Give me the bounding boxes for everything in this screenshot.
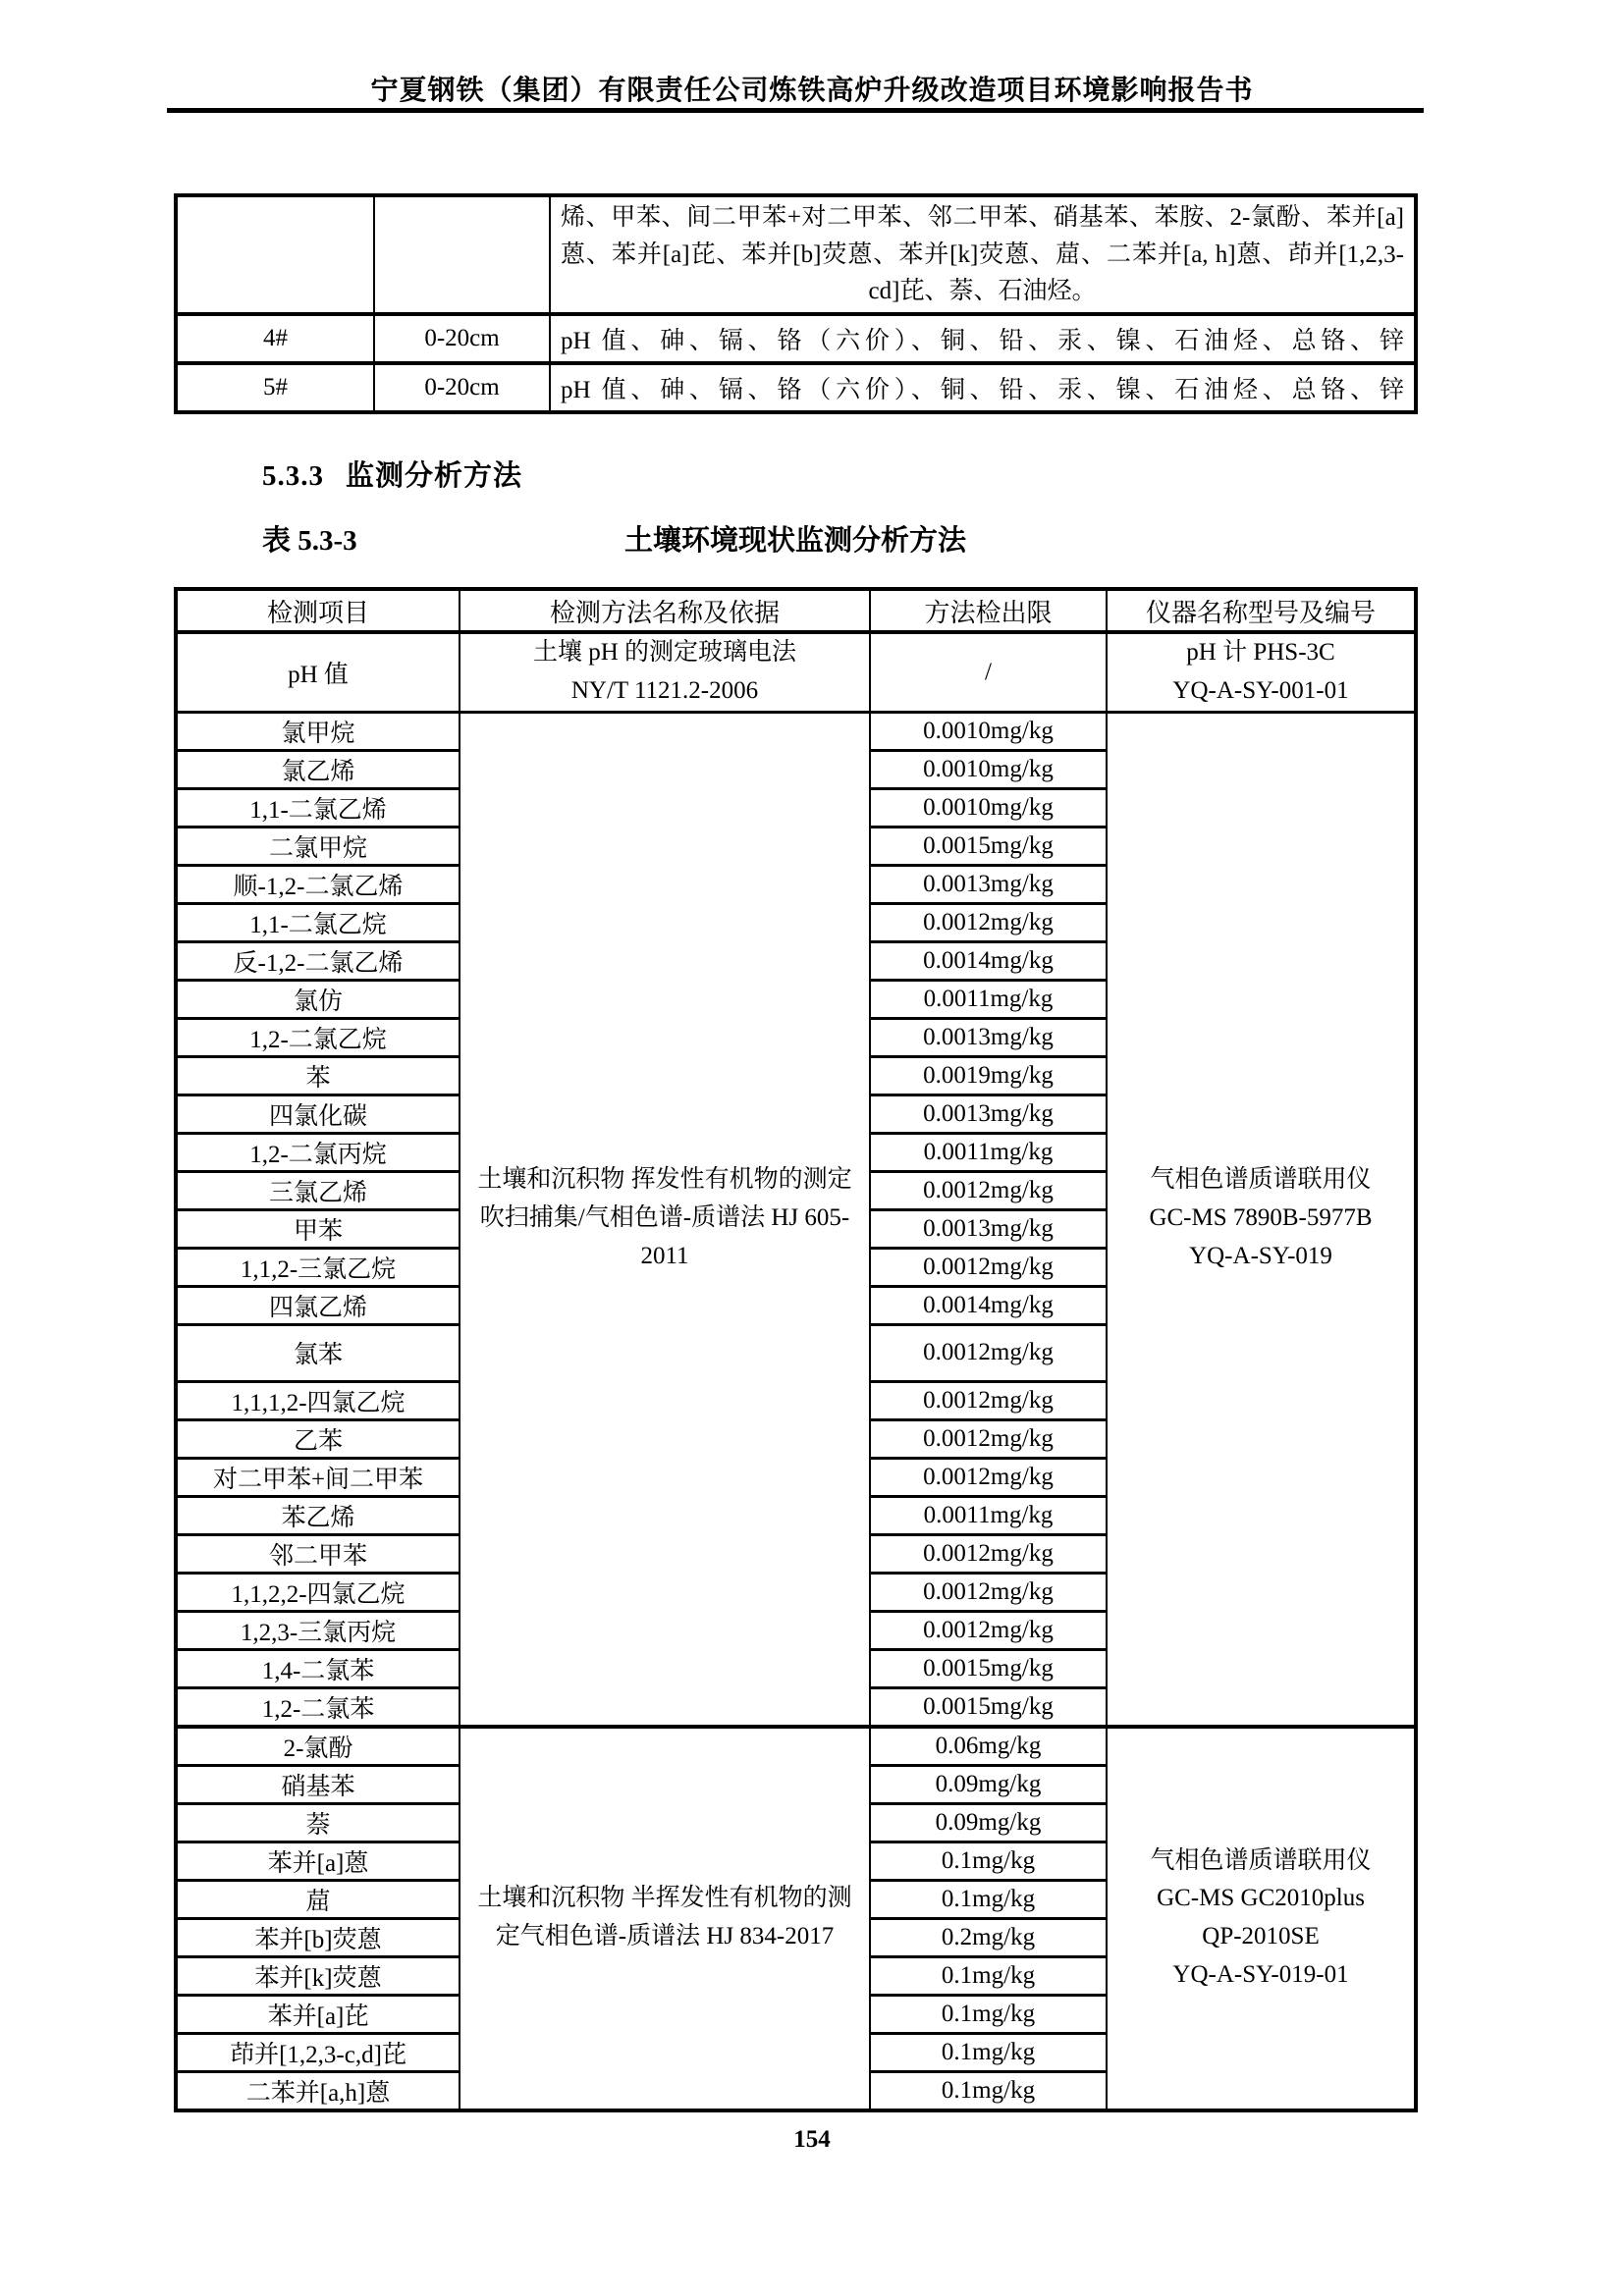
table-caption-label: 表 5.3-3: [262, 525, 357, 557]
limit-cell: 0.1mg/kg: [870, 1995, 1107, 2033]
text-line: 气相色谱质谱联用仪: [1150, 1846, 1372, 1874]
analyte-cell: 氯甲烷: [176, 712, 460, 750]
text-line: 气相色谱质谱联用仪: [1150, 1166, 1372, 1194]
cell: pH 值、砷、镉、铬（六价）、铜、铅、汞、镍、石油烃、总铬、锌: [550, 314, 1416, 363]
instrument-cell: [1107, 632, 1416, 712]
analyte-cell: 顺-1,2-二氯乙烯: [176, 865, 460, 903]
limit-cell: 0.0011mg/kg: [870, 1133, 1107, 1171]
analyte-cell: 1,1,1,2-四氯乙烷: [176, 1381, 460, 1419]
analyte-cell: 邻二甲苯: [176, 1534, 460, 1573]
limit-cell: 0.1mg/kg: [870, 1956, 1107, 1995]
limit-cell: 0.06mg/kg: [870, 1727, 1107, 1766]
analyte-cell: 四氯化碳: [176, 1095, 460, 1133]
limit-cell: 0.0015mg/kg: [870, 827, 1107, 865]
analyte-cell: 二苯并[a,h]蒽: [176, 2071, 460, 2110]
limit-cell: 0.0010mg/kg: [870, 750, 1107, 788]
limit-cell: 0.0012mg/kg: [870, 1171, 1107, 1209]
analyte-cell: 䓛: [176, 1880, 460, 1918]
limit-cell: 0.0010mg/kg: [870, 712, 1107, 750]
limit-cell: 0.1mg/kg: [870, 2033, 1107, 2071]
limit-cell: 0.0014mg/kg: [870, 1286, 1107, 1324]
cell: 0-20cm: [374, 314, 550, 363]
limit-cell: 0.09mg/kg: [870, 1803, 1107, 1842]
cell: pH 值、砷、镉、铬（六价）、铜、铅、汞、镍、石油烃、总铬、锌: [550, 363, 1416, 412]
section-heading: [262, 454, 522, 494]
table-row: [176, 195, 1416, 314]
analyte-cell: 四氯乙烯: [176, 1286, 460, 1324]
analyte-cell: 氯仿: [176, 980, 460, 1018]
limit-cell: 0.0013mg/kg: [870, 865, 1107, 903]
instrument-cell: [1107, 712, 1416, 1727]
method-cell: 土壤和沉积物 挥发性有机物的测定吹扫捕集/气相色谱-质谱法 HJ 605-2011: [460, 712, 870, 1727]
limit-cell: 0.2mg/kg: [870, 1918, 1107, 1956]
section-title: 监测分析方法: [346, 460, 523, 492]
analyte-cell: 二氯甲烷: [176, 827, 460, 865]
limit-cell: 0.0013mg/kg: [870, 1209, 1107, 1248]
cell: 4#: [176, 314, 374, 363]
limit-cell: 0.0010mg/kg: [870, 788, 1107, 827]
analyte-cell: 苯并[b]荧蒽: [176, 1918, 460, 1956]
text-line: NY/T 1121.2-2006: [570, 676, 759, 704]
method-cell: 土壤和沉积物 半挥发性有机物的测定气相色谱-质谱法 HJ 834-2017: [460, 1727, 870, 2110]
analyte-cell: 三氯乙烯: [176, 1171, 460, 1209]
analyte-cell: 对二甲苯+间二甲苯: [176, 1458, 460, 1496]
limit-cell: 0.0011mg/kg: [870, 980, 1107, 1018]
page-number: 154: [793, 2126, 831, 2153]
limit-cell: 0.1mg/kg: [870, 2071, 1107, 2110]
table-caption-title: 土壤环境现状监测分析方法: [623, 525, 966, 557]
text-line: GC-MS 7890B-5977B: [1149, 1204, 1373, 1232]
page-header-title: 宁夏钢铁（集团）有限责任公司炼铁高炉升级改造项目环境影响报告书: [370, 76, 1254, 106]
continued-table-body: [176, 195, 1416, 412]
column-header: 方法检出限: [870, 589, 1107, 632]
limit-cell: 0.0011mg/kg: [870, 1496, 1107, 1534]
analyte-cell: 1,4-二氯苯: [176, 1649, 460, 1687]
main-table-head: [176, 589, 1416, 632]
continued-sample-table: [174, 193, 1418, 414]
limit-cell: 0.0015mg/kg: [870, 1649, 1107, 1687]
header-rule-divider: [167, 108, 1424, 113]
cell: 0-20cm: [374, 363, 550, 412]
limit-cell: 0.0013mg/kg: [870, 1018, 1107, 1056]
section-number: 5.3.3: [262, 460, 324, 492]
column-header: 检测方法名称及依据: [460, 589, 870, 632]
analyte-cell: 甲苯: [176, 1209, 460, 1248]
cell: [374, 195, 550, 314]
analyte-cell: 苯乙烯: [176, 1496, 460, 1534]
limit-cell: 0.1mg/kg: [870, 1880, 1107, 1918]
analyte-cell: 萘: [176, 1803, 460, 1842]
analyte-cell: 苯并[k]荧蒽: [176, 1956, 460, 1995]
text-line: QP-2010SE: [1202, 1923, 1320, 1949]
analyte-cell: 1,1-二氯乙烷: [176, 903, 460, 941]
table-row: [176, 314, 1416, 363]
table-row: [176, 712, 1416, 750]
table-row: [176, 363, 1416, 412]
text-line: GC-MS GC2010plus: [1157, 1885, 1365, 1912]
cell: 5#: [176, 363, 374, 412]
header-row: [176, 589, 1416, 632]
limit-cell: /: [870, 632, 1107, 712]
analyte-cell: 苯: [176, 1056, 460, 1095]
instrument-cell: [1107, 1727, 1416, 2110]
analyte-cell: 2-氯酚: [176, 1727, 460, 1766]
analyte-cell: 反-1,2-二氯乙烯: [176, 941, 460, 980]
limit-cell: 0.0015mg/kg: [870, 1687, 1107, 1727]
limit-cell: 0.09mg/kg: [870, 1765, 1107, 1803]
limit-cell: 0.0013mg/kg: [870, 1095, 1107, 1133]
analyte-cell: 氯乙烯: [176, 750, 460, 788]
analyte-cell: 1,1,2,2-四氯乙烷: [176, 1573, 460, 1611]
limit-cell: 0.0012mg/kg: [870, 1324, 1107, 1381]
limit-cell: 0.0012mg/kg: [870, 1611, 1107, 1649]
table-caption: [0, 518, 1591, 559]
limit-cell: 0.1mg/kg: [870, 1842, 1107, 1880]
analyte-cell: 氯苯: [176, 1324, 460, 1381]
analyte-cell: 乙苯: [176, 1419, 460, 1458]
text-line: YQ-A-SY-001-01: [1172, 676, 1349, 704]
table-row: [176, 1727, 1416, 1766]
limit-cell: 0.0012mg/kg: [870, 903, 1107, 941]
text-line: YQ-A-SY-019: [1189, 1242, 1332, 1269]
column-header: 仪器名称型号及编号: [1107, 589, 1416, 632]
analyte-cell: 硝基苯: [176, 1765, 460, 1803]
analyte-cell: 苯并[a]蒽: [176, 1842, 460, 1880]
main-table-body: [176, 632, 1416, 2110]
limit-cell: 0.0014mg/kg: [870, 941, 1107, 980]
monitoring-methods-table: [174, 587, 1418, 2112]
limit-cell: 0.0019mg/kg: [870, 1056, 1107, 1095]
analyte-cell: pH 值: [176, 632, 460, 712]
analyte-cell: 1,1-二氯乙烯: [176, 788, 460, 827]
column-header: 检测项目: [176, 589, 460, 632]
limit-cell: 0.0012mg/kg: [870, 1419, 1107, 1458]
limit-cell: 0.0012mg/kg: [870, 1458, 1107, 1496]
analyte-cell: 苯并[a]芘: [176, 1995, 460, 2033]
limit-cell: 0.0012mg/kg: [870, 1381, 1107, 1419]
limit-cell: 0.0012mg/kg: [870, 1534, 1107, 1573]
cell: [176, 195, 374, 314]
analyte-cell: 茚并[1,2,3-c,d]芘: [176, 2033, 460, 2071]
table-row: [176, 632, 1416, 712]
analyte-cell: 1,1,2-三氯乙烷: [176, 1248, 460, 1286]
limit-cell: 0.0012mg/kg: [870, 1573, 1107, 1611]
analyte-cell: 1,2,3-三氯丙烷: [176, 1611, 460, 1649]
text-line: pH 计 PHS-3C: [1186, 639, 1335, 666]
analyte-list-cell: 烯、甲苯、间二甲苯+对二甲苯、邻二甲苯、硝基苯、苯胺、2-氯酚、苯并[a]蒽、苯并[a]芘、苯并[b]荧蒽、苯并[k]荧蒽、䓛、二苯并[a, h]蒽、茚并[1,2,3-cd]芘、萘、石油烃。: [550, 195, 1416, 314]
text-line: YQ-A-SY-019-01: [1172, 1960, 1349, 1988]
method-cell: [460, 632, 870, 712]
limit-cell: 0.0012mg/kg: [870, 1248, 1107, 1286]
analyte-cell: 1,2-二氯苯: [176, 1687, 460, 1727]
analyte-cell: 1,2-二氯丙烷: [176, 1133, 460, 1171]
analyte-cell: 1,2-二氯乙烷: [176, 1018, 460, 1056]
text-line: 土壤 pH 的测定玻璃电法: [532, 639, 797, 666]
